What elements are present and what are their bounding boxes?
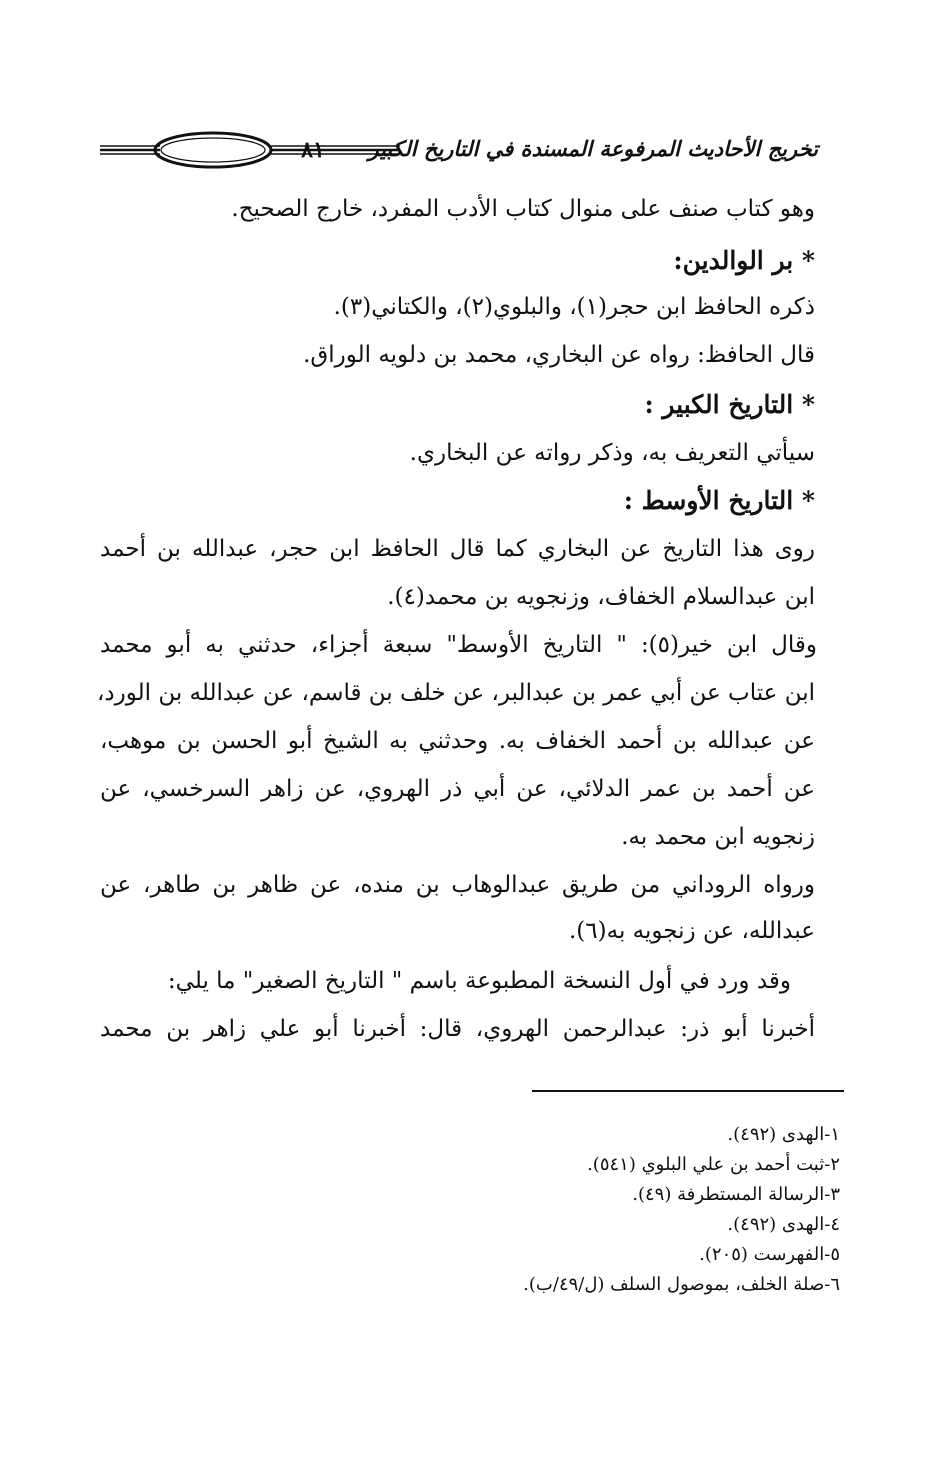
paragraph-line: روى هذا التاريخ عن البخاري كما قال الحافظ ابن حجر، عبدالله بن أحمد <box>100 536 815 562</box>
paragraph-line: ابن عتاب عن أبي عمر بن عبدالبر، عن خلف بن قاسم، عن عبدالله بن الورد، <box>96 680 815 706</box>
paragraph-line: ابن عبدالسلام الخفاف، وزنجويه بن محمد(٤). <box>387 584 815 610</box>
footnote: ٢-ثبت أحمد بن علي البلوي (٥٤١). <box>587 1154 840 1175</box>
paragraph-line: عن عبدالله بن أحمد الخفاف به. وحدثني به الشيخ أبو الحسن بن موهب، <box>100 728 815 754</box>
page-number: ٨١ <box>301 137 325 163</box>
paragraph-line: وهو كتاب صنف على منوال كتاب الأدب المفرد، خارج الصحيح. <box>231 196 815 222</box>
paragraph-line: ورواه الروداني من طريق عبدالوهاب بن منده، عن ظاهر بن طاهر، عن <box>100 872 815 898</box>
footnote: ٣-الرسالة المستطرفة (٤٩). <box>632 1184 840 1205</box>
section-heading: * التاريخ الأوسط : <box>623 486 815 515</box>
footnote: ٥-الفهرست (٢٠٥). <box>699 1244 840 1265</box>
paragraph-line: عبدالله، عن زنجويه به(٦). <box>569 918 815 944</box>
footnote: ١-الهدى (٤٩٢). <box>727 1124 840 1145</box>
footnote-divider <box>532 1090 844 1092</box>
paragraph-line: عن أحمد بن عمر الدلائي، عن أبي ذر الهروي، عن زاهر السرخسي، عن <box>100 776 815 802</box>
running-header <box>100 128 818 172</box>
paragraph-line: ذكره الحافظ ابن حجر(١)، والبلوي(٢)، والكتاني(٣). <box>333 294 815 320</box>
footnote: ٤-الهدى (٤٩٢). <box>727 1214 840 1235</box>
paragraph-line: أخبرنا أبو ذر: عبدالرحمن الهروي، قال: أخبرنا أبو علي زاهر بن محمد <box>100 1016 815 1042</box>
footnote: ٦-صلة الخلف، بموصول السلف (ل/٤٩/ب). <box>523 1274 840 1295</box>
paragraph-line: زنجويه ابن محمد به. <box>621 824 815 850</box>
running-title: تخريج الأحاديث المرفوعة المسندة في التاريخ الكبير <box>368 136 818 161</box>
paragraph-line: وقد ورد في أول النسخة المطبوعة باسم " التاريخ الصغير" ما يلي: <box>167 968 791 994</box>
paragraph-line: قال الحافظ: رواه عن البخاري، محمد بن دلويه الوراق. <box>303 342 815 368</box>
section-heading: * التاريخ الكبير : <box>644 390 815 419</box>
section-heading: * بر الوالدين: <box>673 246 815 275</box>
paragraph-line: سيأتي التعريف به، وذكر رواته عن البخاري. <box>409 440 815 466</box>
paragraph-line: وقال ابن خير(٥): " التاريخ الأوسط" سبعة أجزاء، حدثني به أبو محمد <box>100 632 817 658</box>
